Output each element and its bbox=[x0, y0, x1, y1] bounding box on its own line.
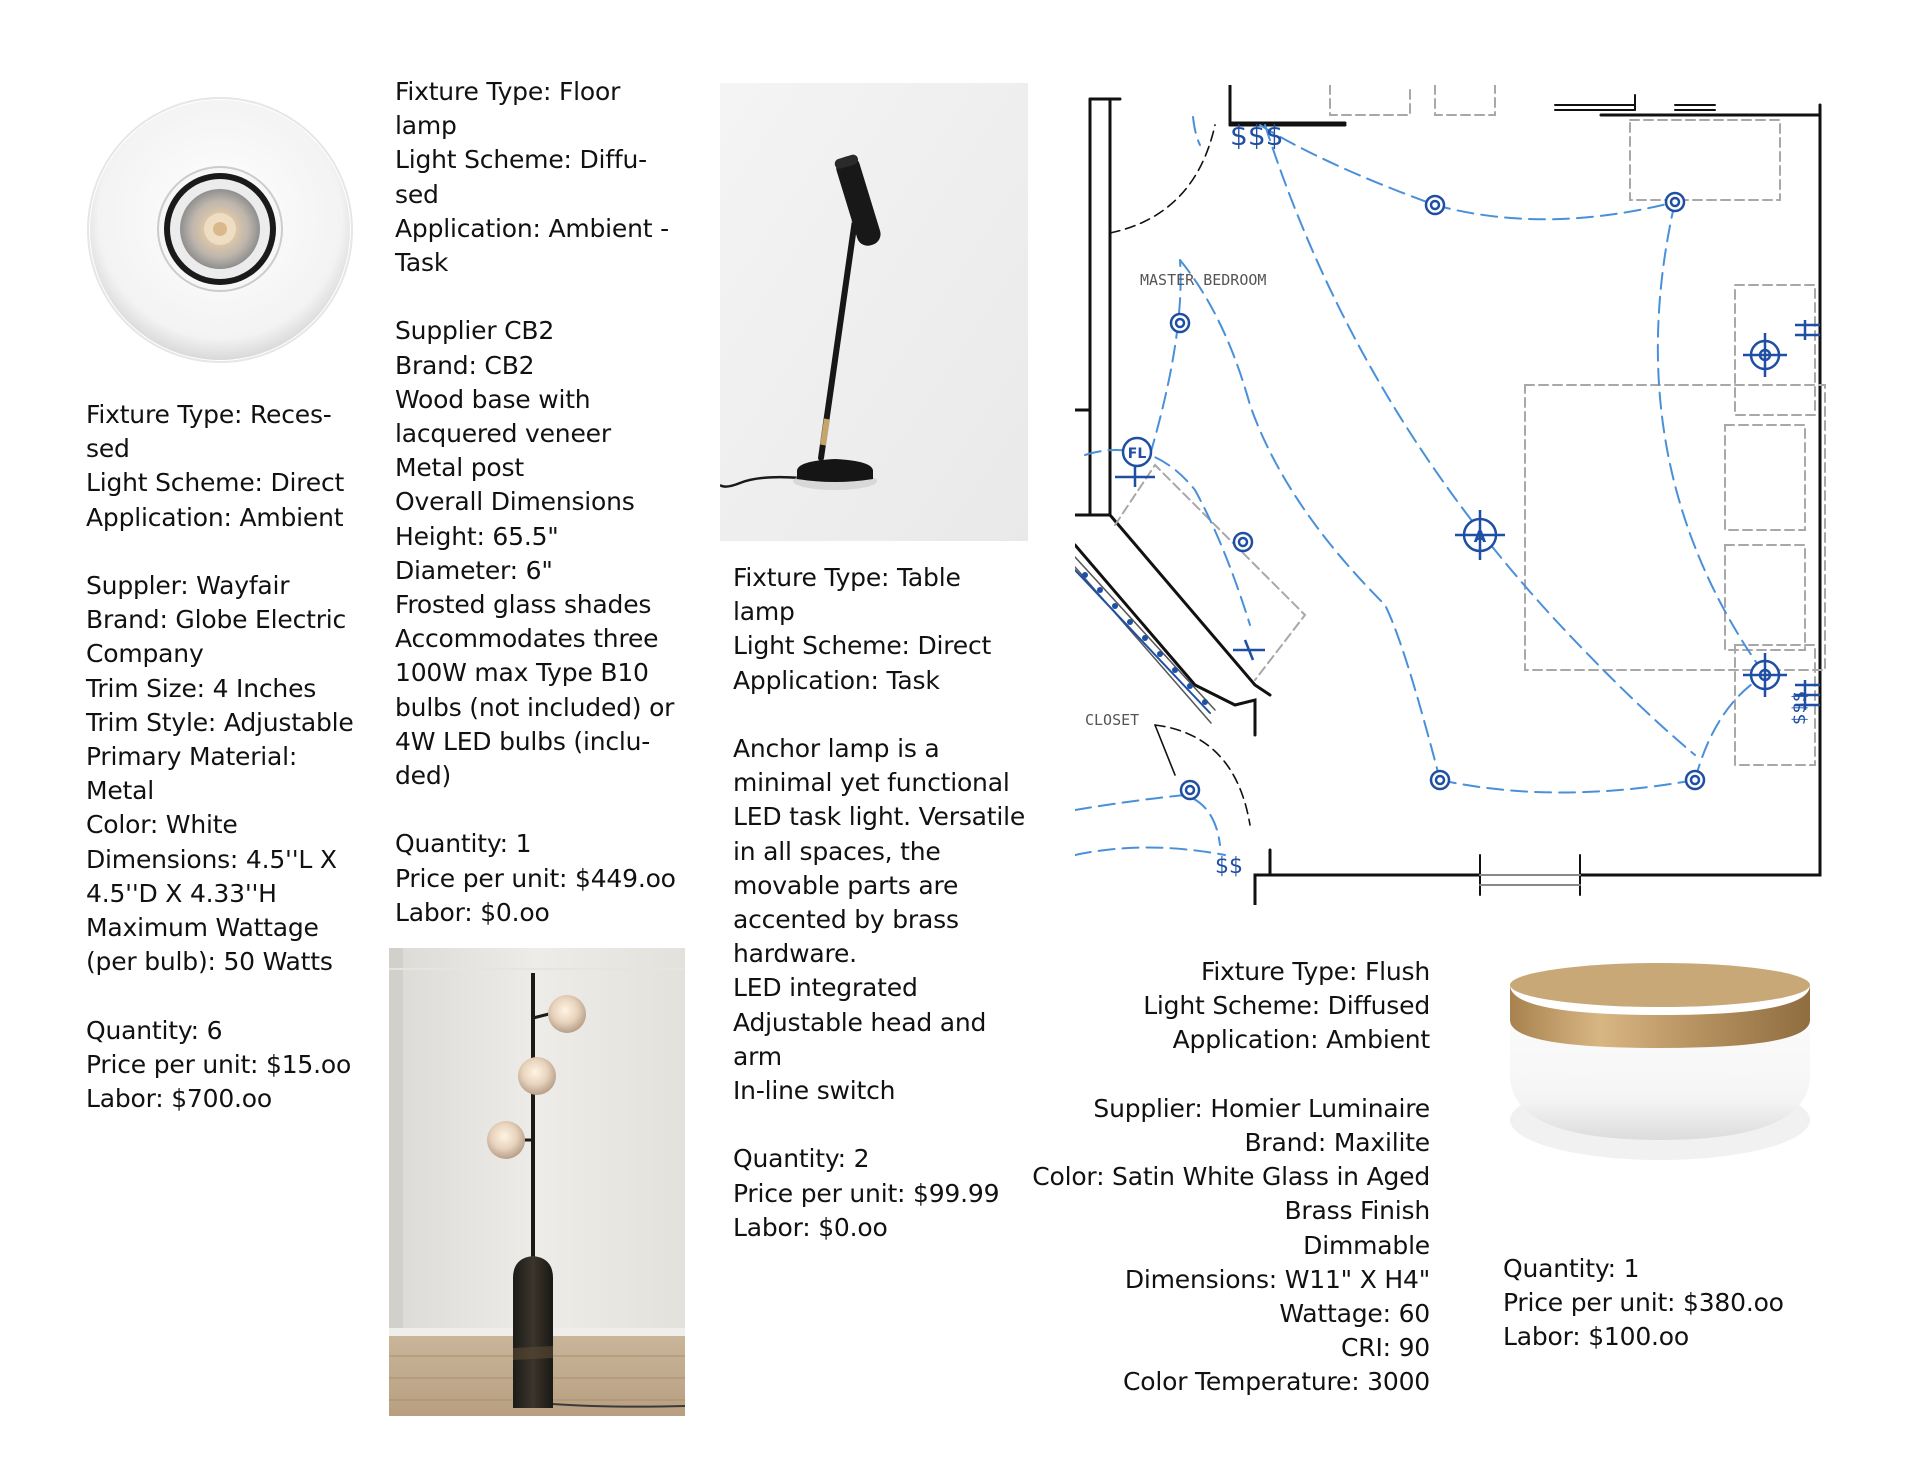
text-line: Accommodates three bbox=[395, 624, 659, 654]
text-line: LED integrated bbox=[733, 973, 918, 1003]
text-line: Metal bbox=[86, 776, 155, 806]
text-line: Labor: $0.oo bbox=[733, 1212, 888, 1242]
text-line: Fixture Type: Table bbox=[733, 563, 961, 592]
text-line: Metal post bbox=[395, 453, 524, 483]
flush-spec-text bbox=[990, 955, 1430, 1400]
text-line: accented by brass bbox=[733, 905, 959, 935]
text-line: LED task light. Versatile bbox=[733, 802, 1026, 832]
fl-fixture-label: FL bbox=[1127, 446, 1147, 462]
text-line: Brand: Maxilite bbox=[1244, 1128, 1430, 1158]
text-line: hardware. bbox=[733, 939, 857, 969]
text-line: Color: White bbox=[86, 810, 238, 840]
text-line bbox=[395, 793, 695, 827]
text-line: Application: Ambient - bbox=[395, 213, 669, 243]
text-line: 4W LED bulbs (inclu- bbox=[395, 726, 651, 756]
text-line: Labor: $100.oo bbox=[1503, 1322, 1689, 1352]
lighting-floor-plan bbox=[1075, 85, 1835, 905]
floor-lamp-photo bbox=[389, 948, 685, 1416]
text-line: bulbs (not included) or bbox=[395, 692, 675, 722]
text-line: In-line switch bbox=[733, 1076, 896, 1106]
flush-mount-photo bbox=[1495, 960, 1825, 1170]
text-line: Price per unit: $380.oo bbox=[1503, 1288, 1784, 1318]
text-line: Dimensions: W11" X H4" bbox=[1124, 1264, 1430, 1294]
text-line: Fixture Type: Flush bbox=[1200, 957, 1430, 986]
text-line: Fixture Type: Reces- bbox=[86, 400, 332, 429]
text-line: Price per unit: $99.99 bbox=[733, 1178, 1000, 1208]
switch-label-3: $$$ bbox=[1789, 690, 1810, 725]
recessed-spec-text bbox=[86, 398, 386, 1116]
text-line: Color Temperature: 3000 bbox=[1123, 1367, 1430, 1397]
text-line: Wood base with bbox=[395, 384, 591, 414]
text-line: in all spaces, the bbox=[733, 836, 941, 866]
text-line bbox=[395, 280, 695, 314]
text-line: lamp bbox=[733, 597, 795, 627]
a-fixture-label: A bbox=[1473, 527, 1487, 546]
text-line: Labor: $700.oo bbox=[86, 1084, 272, 1114]
text-line: 100W max Type B10 bbox=[395, 658, 649, 688]
text-line: ded) bbox=[395, 761, 452, 791]
text-line: 4.5''D X 4.33''H bbox=[86, 878, 277, 908]
text-line: Diameter: 6" bbox=[395, 555, 553, 585]
floor-lamp-spec-text bbox=[395, 75, 695, 930]
text-line: sed bbox=[86, 434, 130, 464]
text-line: Brass Finish bbox=[1284, 1196, 1430, 1226]
text-line: movable parts are bbox=[733, 870, 959, 900]
text-line bbox=[733, 698, 1053, 732]
text-line: arm bbox=[733, 1041, 782, 1071]
room-label: MASTER BEDROOM bbox=[1140, 271, 1267, 289]
text-line: Light Scheme: Diffu- bbox=[395, 145, 647, 175]
text-line: Application: Task bbox=[733, 665, 940, 695]
flush-pricing-text bbox=[1503, 1252, 1823, 1355]
text-line: Quantity: 6 bbox=[86, 1015, 223, 1045]
text-line: Brand: CB2 bbox=[395, 350, 535, 380]
text-line: Quantity: 2 bbox=[733, 1144, 870, 1174]
text-line: lamp bbox=[395, 111, 457, 141]
recessed-light-photo bbox=[80, 92, 360, 372]
text-line: Fixture Type: Floor bbox=[395, 77, 621, 106]
text-line: Price per unit: $449.oo bbox=[395, 863, 676, 893]
text-line: Labor: $0.oo bbox=[395, 897, 550, 927]
text-line: Application: Ambient bbox=[86, 502, 344, 532]
text-line: Supplier: Homier Luminaire bbox=[1093, 1093, 1430, 1123]
text-line: minimal yet functional bbox=[733, 768, 1010, 798]
text-line: Supplier CB2 bbox=[395, 316, 555, 346]
text-line: Height: 65.5" bbox=[395, 521, 559, 551]
text-line: sed bbox=[395, 179, 439, 209]
switch-label: $$$ bbox=[1230, 119, 1284, 152]
text-line: Quantity: 1 bbox=[1503, 1254, 1640, 1283]
text-line: Primary Material: bbox=[86, 742, 298, 772]
text-line: Quantity: 1 bbox=[395, 829, 532, 859]
text-line: Light Scheme: Diffused bbox=[1143, 991, 1430, 1021]
text-line: lacquered veneer bbox=[395, 419, 611, 449]
text-line bbox=[86, 535, 386, 569]
text-line bbox=[86, 979, 386, 1013]
text-line: Suppler: Wayfair bbox=[86, 571, 290, 601]
text-line: Task bbox=[395, 248, 449, 278]
text-line: Application: Ambient bbox=[1172, 1025, 1430, 1055]
text-line: Trim Style: Adjustable bbox=[86, 707, 354, 737]
text-line: (per bulb): 50 Watts bbox=[86, 947, 333, 977]
text-line: Company bbox=[86, 639, 204, 669]
text-line: Dimmable bbox=[1303, 1230, 1430, 1260]
text-line: Light Scheme: Direct bbox=[86, 468, 345, 498]
text-line: Trim Size: 4 Inches bbox=[86, 673, 317, 703]
text-line: Brand: Globe Electric bbox=[86, 605, 347, 635]
text-line: Anchor lamp is a bbox=[733, 734, 940, 764]
text-line bbox=[990, 1058, 1430, 1092]
text-line: Wattage: 60 bbox=[1279, 1299, 1430, 1329]
table-lamp-photo bbox=[720, 83, 1028, 541]
closet-label: CLOSET bbox=[1085, 711, 1140, 729]
text-line: Color: Satin White Glass in Aged bbox=[1032, 1162, 1430, 1192]
text-line: CRI: 90 bbox=[1341, 1333, 1430, 1363]
text-line: Overall Dimensions bbox=[395, 487, 635, 517]
text-line: Light Scheme: Direct bbox=[733, 631, 992, 661]
text-line: Maximum Wattage bbox=[86, 913, 319, 943]
text-line: Frosted glass shades bbox=[395, 590, 652, 620]
text-line: Price per unit: $15.oo bbox=[86, 1049, 352, 1079]
text-line: Dimensions: 4.5''L X bbox=[86, 844, 337, 874]
text-line: Adjustable head and bbox=[733, 1007, 987, 1037]
switch-label-2: $$ bbox=[1215, 854, 1243, 879]
